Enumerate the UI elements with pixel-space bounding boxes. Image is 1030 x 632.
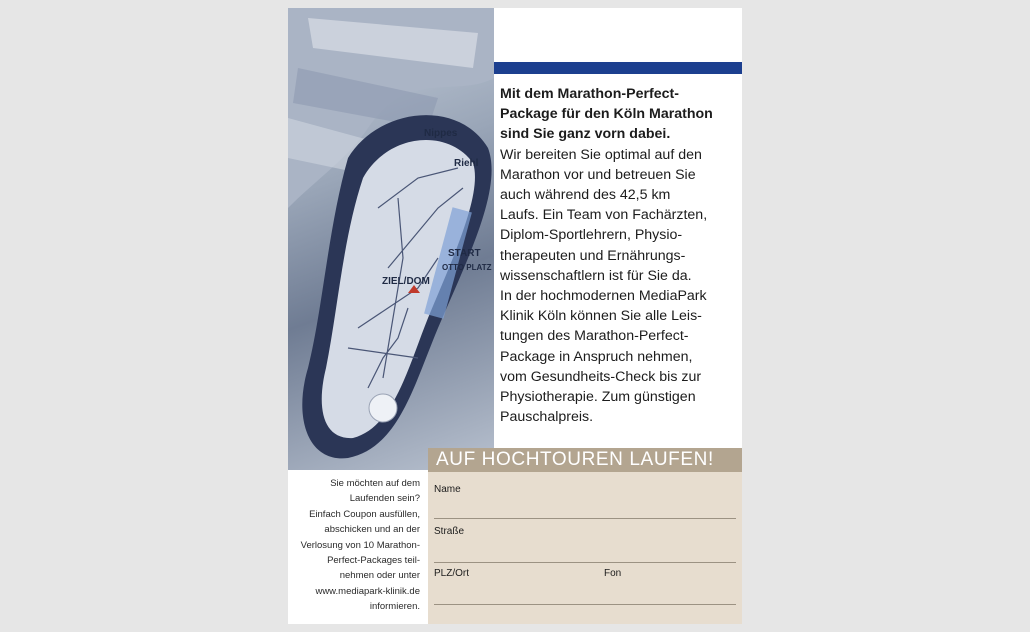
body-text bbox=[500, 145, 742, 428]
note-line: nehmen oder unter bbox=[339, 570, 420, 582]
note-line: Verlosung von 10 Marathon- bbox=[300, 539, 420, 551]
main-copy bbox=[500, 84, 742, 427]
slogan-text: AUF HOCHTOUREN LAUFEN! bbox=[436, 449, 714, 470]
body-line: tungen des Marathon-Perfect- bbox=[500, 328, 689, 345]
note-line: abschicken und an der bbox=[324, 524, 420, 536]
street-field[interactable] bbox=[434, 562, 736, 563]
shoe-sole-map-photo bbox=[288, 8, 494, 470]
phone-label: Fon bbox=[604, 568, 622, 579]
coupon-form bbox=[428, 472, 742, 624]
shoe-sole-illustration bbox=[288, 8, 494, 470]
slogan-banner bbox=[428, 448, 742, 472]
headline-line: sind Sie ganz vorn dabei. bbox=[500, 126, 671, 143]
body-line: Marathon vor und betreuen Sie bbox=[500, 166, 696, 183]
map-label-nippes: Nippes bbox=[424, 128, 458, 139]
blue-accent-bar bbox=[494, 62, 742, 74]
note-line: Sie möchten auf dem bbox=[330, 478, 420, 489]
note-line: informieren. bbox=[369, 601, 420, 613]
website-link[interactable]: www.mediapark-klinik.de bbox=[315, 585, 420, 597]
note-line: Perfect-Packages teil- bbox=[327, 555, 420, 567]
zip-city-phone-field[interactable] bbox=[434, 604, 736, 605]
body-line: Physiotherapie. Zum günstigen bbox=[500, 389, 696, 406]
headline-line: Mit dem Marathon-Perfect- bbox=[500, 86, 679, 102]
advertisement-page bbox=[288, 8, 742, 624]
headline bbox=[500, 84, 742, 145]
body-line: vom Gesundheits-Check bis zur bbox=[500, 368, 702, 385]
map-label-riehl: Riehl bbox=[454, 158, 479, 169]
coupon-note bbox=[288, 476, 420, 615]
body-line: Pauschalpreis. bbox=[500, 409, 594, 426]
headline-line: Package für den Köln Marathon bbox=[500, 106, 713, 123]
name-field[interactable] bbox=[434, 518, 736, 519]
map-label-start: START bbox=[448, 248, 481, 259]
body-line: Laufs. Ein Team von Fachärzten, bbox=[500, 207, 708, 224]
body-line: therapeuten und Ernährungs- bbox=[500, 247, 686, 264]
body-line: wissenschaftlern ist für Sie da. bbox=[500, 267, 692, 284]
body-line: Package in Anspruch nehmen, bbox=[500, 348, 693, 365]
map-label-ziel-dom: ZIEL/DOM bbox=[382, 276, 430, 287]
body-line: auch während des 42,5 km bbox=[500, 187, 671, 204]
map-label-otto-platz: OTTO PLATZ bbox=[442, 263, 492, 272]
body-line: Klinik Köln können Sie alle Leis- bbox=[500, 308, 702, 325]
name-label: Name bbox=[434, 484, 461, 495]
zip-city-label: PLZ/Ort bbox=[434, 568, 470, 579]
note-line: Laufenden sein? bbox=[349, 493, 420, 505]
note-line: Einfach Coupon ausfüllen, bbox=[309, 508, 420, 520]
street-label: Straße bbox=[434, 526, 465, 537]
body-line: Diplom-Sportlehrern, Physio- bbox=[500, 227, 683, 244]
body-line: Wir bereiten Sie optimal auf den bbox=[500, 146, 702, 163]
body-line: In der hochmodernen MediaPark bbox=[500, 288, 707, 305]
